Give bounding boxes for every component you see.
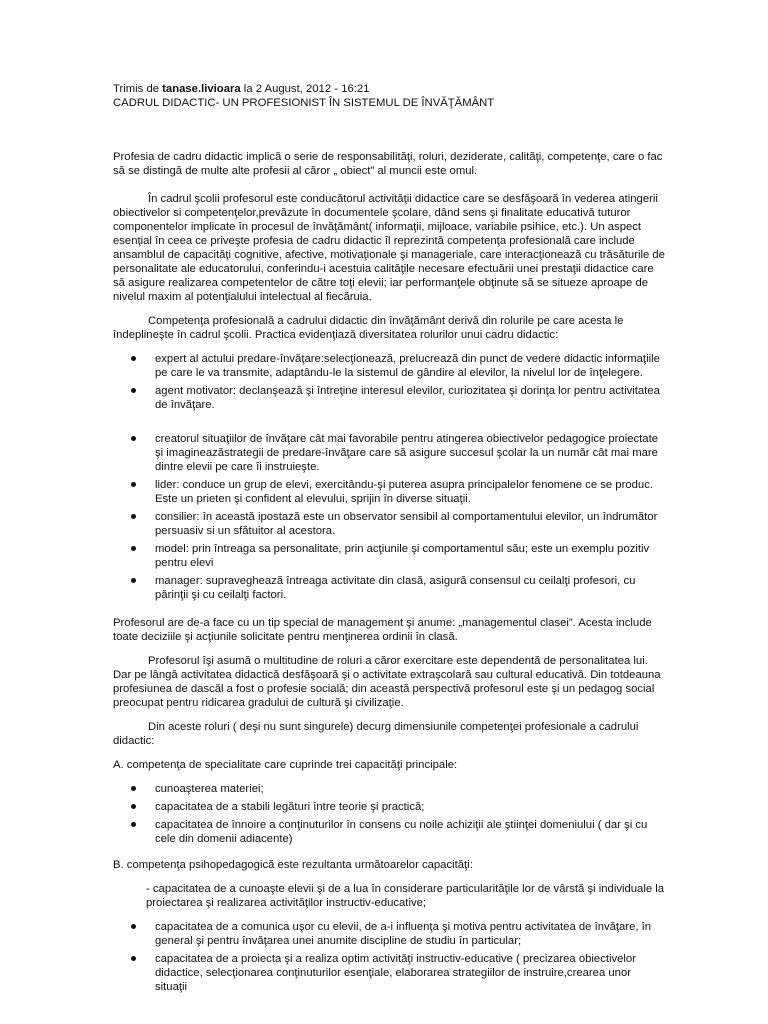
list-item: manager: supraveghează întreaga activitate din clasă, asigură consensul cu ceilalţi profesori, cu părinţii şi cu ceilalţi factori.: [155, 574, 665, 602]
list-item: cunoaşterea materiei;: [155, 782, 665, 796]
roles-list: [113, 352, 665, 412]
document-body: [113, 150, 665, 1006]
dash-item: - capacitatea de a cunoaşte elevii şi de a lua în considerare particularităţile lor de vârstă şi individuale la proiectarea şi realizarea activităţilor instructiv-educative;: [146, 883, 665, 909]
list-item: capacitatea de a stabili legături între teorie şi practică;: [155, 800, 665, 814]
intro-paragraph: În cadrul şcolii profesorul este conducătorul activităţii didactice care se desfăşoară în vederea atingerii obiectivelor si competenţelor,prevăzute în documentele şcolare, dând sens şi finalitate educativă tuturor componentelor implicate în procesul de învăţământ( informaţii, mijloace, variabile psihice, etc.). Un aspect esenţial în ceea ce priveşte profesia de cadru didactic îl reprezintă competenţa profesională care include ansamblul de capacităţi cognitive, afective, motivaţionale şi manageriale, care interacţionează cu trăsăturile de personalitate ale educatorului, conferindu-i acestuia calităţile necesare efectuării unei prestaţii didactice care să asigure realizarea competentelor de către toţi elevii; iar performanţele obţinute să se situeze aproape de nivelul maxim al potenţialului intelectual al fiecăruia.: [113, 193, 665, 303]
list-item: consilier: în această ipostază este un observator sensibil al comportamentului elevilor, un îndrumător persuasiv si un sfătuitor al acestora.: [155, 510, 665, 538]
list-item: expert al actului predare-învăţare:selecţionează, prelucrează din punct de vedere didactic informaţiile pe care le va transmite, adaptându-le la sistemul de gândire al elevilor, la nivelul lor de înţelegere.: [155, 352, 665, 380]
intro-paragraph: Competenţa profesională a cadrului didactic din învăţământ derivă din rolurile pe care acesta le îndeplineşte în cadrul şcolii. Practica evidenţiază diversitatea rolurilor unui cadru didactic:: [113, 315, 624, 341]
roles-list: [113, 432, 665, 602]
document-header: [113, 82, 673, 110]
section-b-heading: B. competenţa psihopedagogică este rezultanta următoarelor capacităţi:: [113, 859, 473, 871]
section-b-list: [113, 920, 665, 994]
list-item: agent motivator: declanşează şi întreţine interesul elevilor, curiozitatea şi dorinţa lor pentru activitatea de învăţare.: [155, 384, 665, 412]
paragraph: Profesorul are de-a face cu un tip special de management şi anume: „managementul clasei”. Acesta include toate deciziile şi acţiunile solicitate pentru menţinerea ordinii în clasă.: [113, 617, 652, 643]
list-item: model: prin întreaga sa personalitate, prin acţiunile şi comportamentul său; este un exemplu pozitiv pentru elevi: [155, 542, 665, 570]
intro-paragraph: Profesia de cadru didactic implică o serie de responsabilităţi, roluri, deziderate, calităţi, competenţe, care o fac să se distingă de multe alte profesii al căror „ obiect” al muncii este omul.: [113, 151, 663, 177]
author-name[interactable]: tanase.livioara: [162, 83, 241, 95]
list-item: capacitatea de înnoire a conţinuturilor în consens cu noile achiziţii ale ştiinţei domeniului ( dar şi cu cele din domenii adiacente): [155, 818, 665, 846]
section-a-list: [113, 782, 665, 846]
list-item: creatorul situaţiilor de învăţare cât mai favorabile pentru atingerea obiectivelor pedagogice proiectate şi imagineazăstrategii de predare-învăţare care să asigure succesul şcolar la un număr cât mai mare dintre elevii pe care îi instruieşte.: [155, 432, 665, 474]
list-item: capacitatea de a proiecta şi a realiza optim activităţi instructiv-educative ( precizarea obiectivelor didactice, selecţionarea conţinuturilor esenţiale, elaborarea strategiilor de instruire,crearea unor situaţii: [155, 952, 665, 994]
document-title: CADRUL DIDACTIC- UN PROFESIONIST ÎN SISTEMUL DE ÎNVĂŢĂMÂNT: [113, 97, 495, 109]
section-a-heading: A. competenţa de specialitate care cuprinde trei capacităţi principale:: [113, 759, 458, 771]
byline-prefix: Trimis de: [113, 83, 163, 95]
paragraph: Profesorul îşi asumă o multitudine de roluri a căror exercitare este dependentă de personalitatea lui. Dar pe lângă activitatea didactică desfăşoară şi o activitate extraşcolară sau cultural educativă. Din totdeauna profesiunea de dascăl a fost o profesie socială; din această perspectivă profesorul este şi un pedagog social preocupat pentru ridicarea gradului de cultură şi civilizaţie.: [113, 655, 661, 709]
byline: [113, 82, 673, 96]
list-item: capacitatea de a comunica uşor cu elevii, de a-i influenţa şi motiva pentru activitatea de învăţare, în general şi pentru învăţarea unei anumite discipline de studiu în particular;: [155, 920, 665, 948]
list-item: lider: conduce un grup de elevi, exercitându-şi puterea asupra principalelor fenomene ce se produc. Este un prieten şi confident al elevului, sprijin în diverse situaţii.: [155, 478, 665, 506]
post-date: la 2 August, 2012 - 16:21: [240, 83, 370, 95]
paragraph: Din aceste roluri ( deşi nu sunt singurele) decurg dimensiunile competenţei profesionale a cadrului didactic:: [113, 721, 639, 747]
